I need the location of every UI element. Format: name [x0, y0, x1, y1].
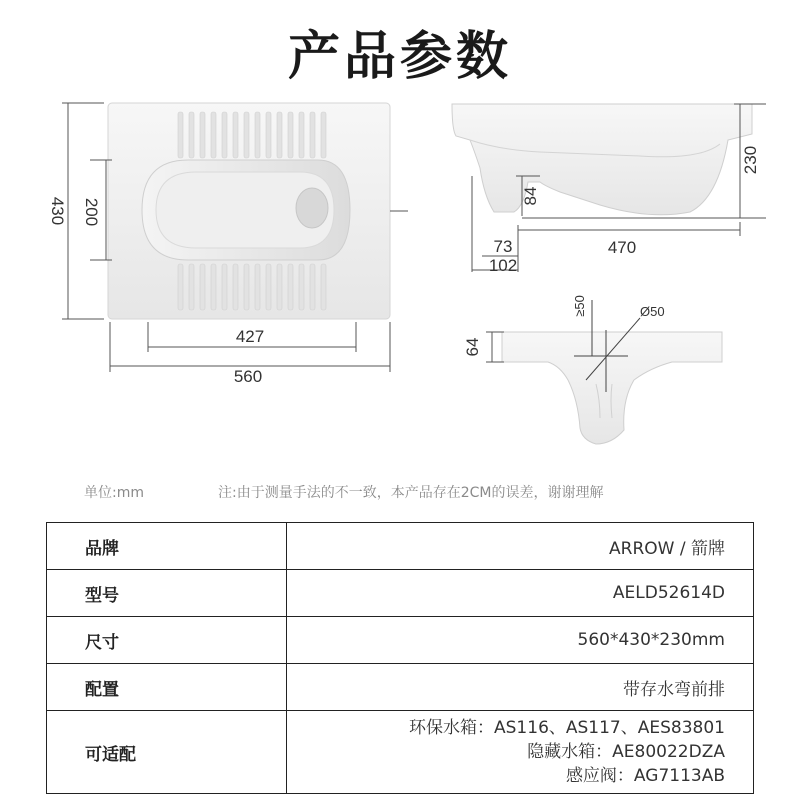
spec-label: 可适配: [47, 711, 287, 794]
side-view-body: [452, 104, 752, 215]
dim-200-label: 200: [82, 197, 101, 227]
dim-ge50-label: ≥50: [572, 295, 587, 317]
compat-line: 隐藏水箱：AE80022DZA: [527, 742, 725, 762]
spec-label: 配置: [47, 664, 287, 711]
spec-row-config: [47, 664, 754, 711]
compat-line: 感应阀：AG7113AB: [565, 766, 725, 786]
dim-64-label: 64: [463, 337, 482, 357]
dim-73-label: 73: [493, 237, 513, 256]
top-view-drain: [296, 188, 328, 228]
spec-value: 560*430*230mm: [287, 617, 754, 664]
spec-value: 带存水弯前排: [287, 664, 754, 711]
dim-64-line: [486, 332, 504, 362]
page-title: 产品参数: [287, 27, 512, 87]
spec-value: AELD52614D: [287, 570, 754, 617]
front-view: [463, 295, 722, 444]
spec-value: ARROW / 箭牌: [287, 523, 754, 570]
spec-label: 尺寸: [47, 617, 287, 664]
spec-row-size: [47, 617, 754, 664]
spec-label: 型号: [47, 570, 287, 617]
top-view: [48, 103, 408, 386]
spec-row-compat: [47, 711, 754, 794]
compat-line: 环保水箱：AS116、AS117、AES83801: [409, 718, 725, 738]
dim-430-label: 430: [48, 196, 67, 226]
dim-470-label: 470: [607, 238, 637, 257]
dim-84-label: 84: [521, 186, 540, 206]
spec-value: [287, 711, 754, 794]
dim-230-label: 230: [741, 145, 760, 175]
spec-row-brand: [47, 523, 754, 570]
spec-label: 品牌: [47, 523, 287, 570]
dim-427-label: 427: [235, 327, 265, 346]
spec-table: [46, 522, 754, 794]
dim-560-label: 560: [233, 367, 263, 386]
side-view: [452, 104, 766, 275]
dim-102-label: 102: [488, 256, 518, 275]
measurement-note: 注:由于测量手法的不一致，本产品存在2CM的误差，谢谢理解: [218, 485, 604, 501]
unit-note: 单位:mm: [84, 485, 144, 501]
spec-row-model: [47, 570, 754, 617]
dim-dia50-label: Ø50: [640, 304, 665, 319]
